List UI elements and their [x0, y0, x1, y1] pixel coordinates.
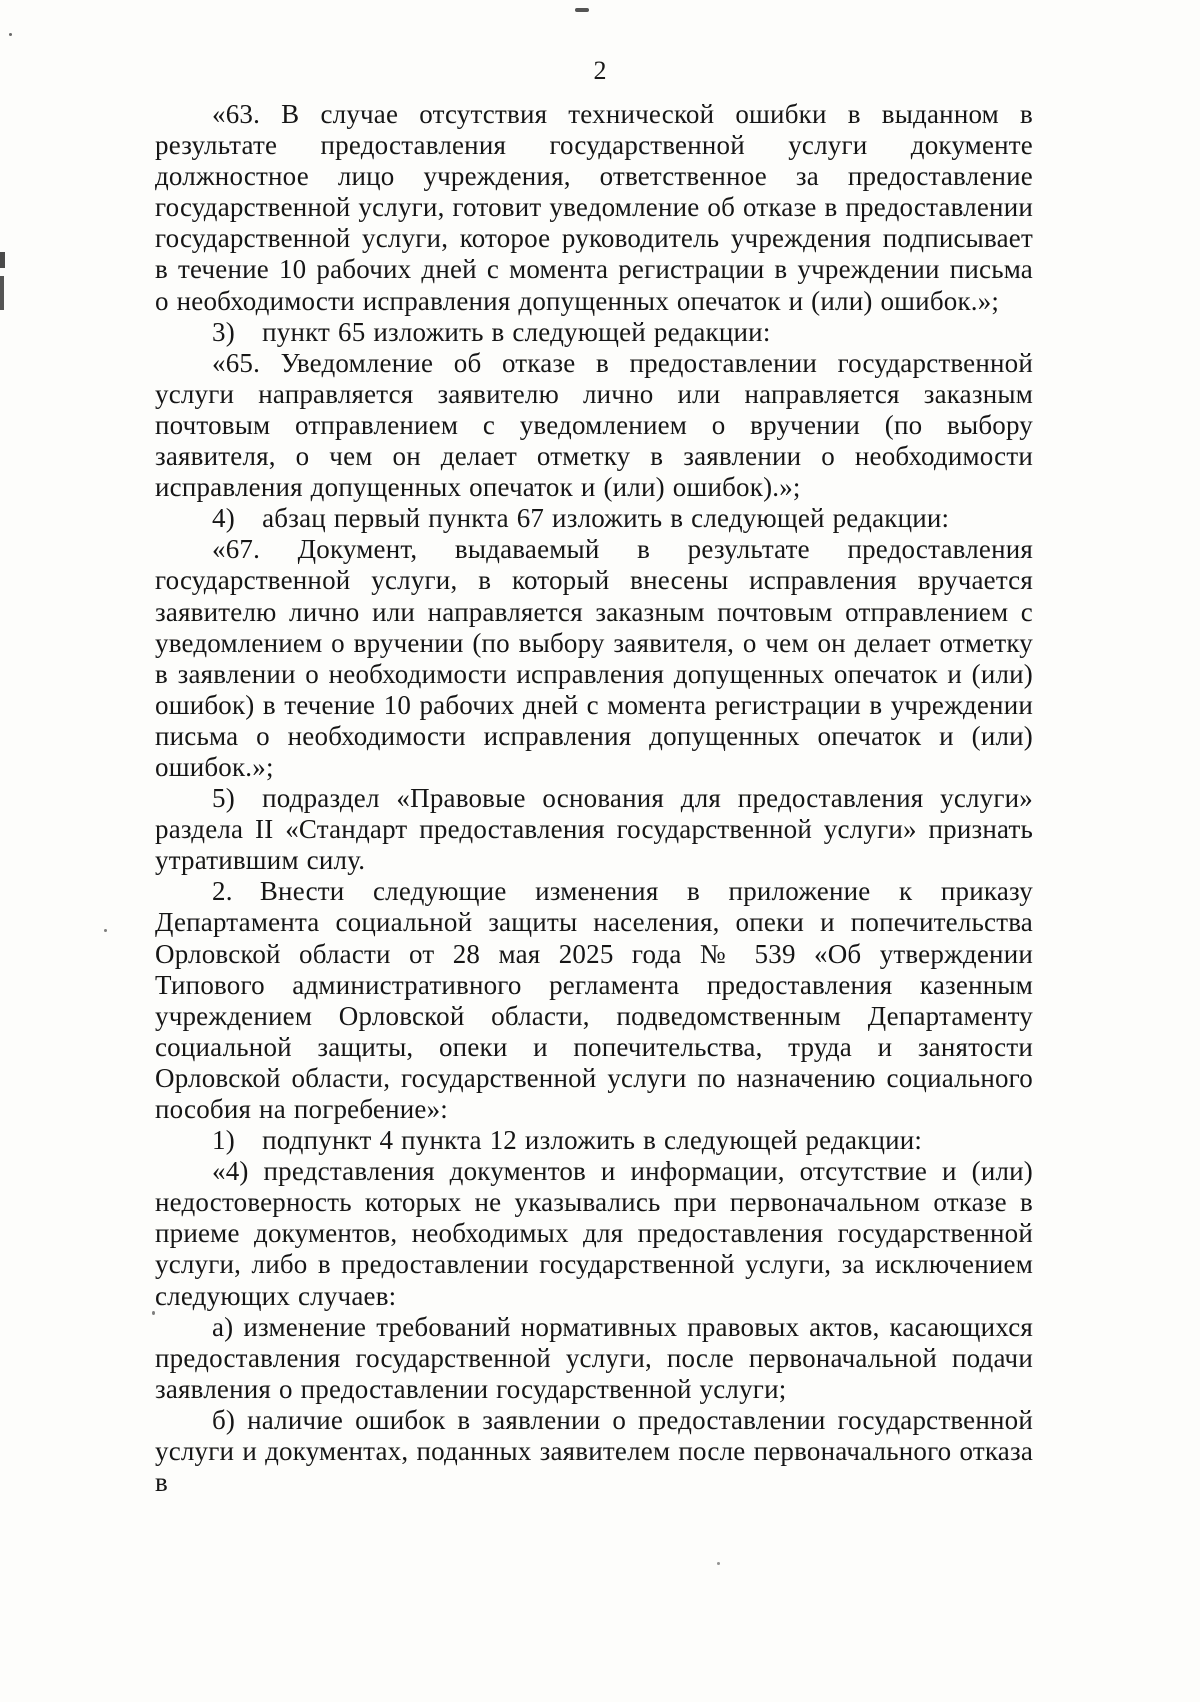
paragraph: а) изменение требований нормативных правовых актов, касающихся предоставления государственной услуги, после первоначальной подачи заявления о предоставлении государственной услуги; [155, 1311, 1033, 1404]
paragraph: 3) пункт 65 изложить в следующей редакции: [212, 316, 771, 347]
paragraph: 5) подраздел «Правовые основания для предоставления услуги» раздела II «Стандарт предоставления государственной услуги» признать утратившим силу. [155, 783, 1033, 876]
scan-artifact [9, 33, 12, 36]
paragraph: «65. Уведомление об отказе в предоставлении государственной услуги направляется заявителю лично или направляется заказным почтовым отправлением с уведомлением о вручении (по выбору заявителя, о чем он делает отметку в заявлении о необходимости исправления допущенных опечаток и (или) ошибок).»; [155, 347, 1033, 503]
document-body [155, 99, 1033, 1498]
scan-artifact [0, 276, 4, 310]
paragraph: 1) подпункт 4 пункта 12 изложить в следующей редакции: [212, 1125, 923, 1156]
scan-artifact [575, 8, 589, 12]
paragraph: «67. Документ, выдаваемый в результате предоставления государственной услуги, в который внесены исправления вручается заявителю лично или направляется заказным почтовым отправлением с уведомлением о вручении (по выбору заявителя, о чем он делает отметку в заявлении о необходимости исправления допущенных опечаток и (или) ошибок) в течение 10 рабочих дней с момента регистрации в учреждении письма о необходимости исправления допущенных опечаток и (или) ошибок.»; [155, 534, 1033, 782]
paragraph: «63. В случае отсутствия технической ошибки в выданном в результате предоставления государственной услуги документе должностное лицо учреждения, ответственное за предоставление государственной услуги, готовит уведомление об отказе в предоставлении государственной услуги, которое руководитель учреждения подписывает в течение 10 рабочих дней с момента регистрации в учреждении письма о необходимости исправления допущенных опечаток и (или) ошибок.»; [155, 99, 1033, 316]
paragraph: б) наличие ошибок в заявлении о предоставлении государственной услуги и документах, поданных заявителем после первоначального отказа в [155, 1404, 1033, 1498]
scan-artifact [152, 1311, 155, 1315]
page-number: 2 [593, 56, 607, 85]
scan-artifact [0, 252, 5, 268]
paragraph: 2. Внести следующие изменения в приложение к приказу Департамента социальной защиты населения, опеки и попечительства Орловской области от 28 мая 2025 года № 539 «Об утверждении Типового административного регламента предоставления казенным учреждением Орловской области, подведомственным Департаменту социальной защиты, опеки и попечительства, труда и занятости Орловской области, государственной услуги по назначению социального пособия на погребение»: [155, 876, 1033, 1124]
scan-artifact [717, 1562, 720, 1565]
paragraph: «4) представления документов и информации, отсутствие и (или) недостоверность которых не указывались при первоначальном отказе в приеме документов, необходимых для предоставления государственной услуги, либо в предоставлении государственной услуги, за исключением следующих случаев: [155, 1156, 1033, 1311]
scan-artifact [104, 929, 107, 932]
paragraph: 4) абзац первый пункта 67 изложить в следующей редакции: [212, 503, 950, 534]
